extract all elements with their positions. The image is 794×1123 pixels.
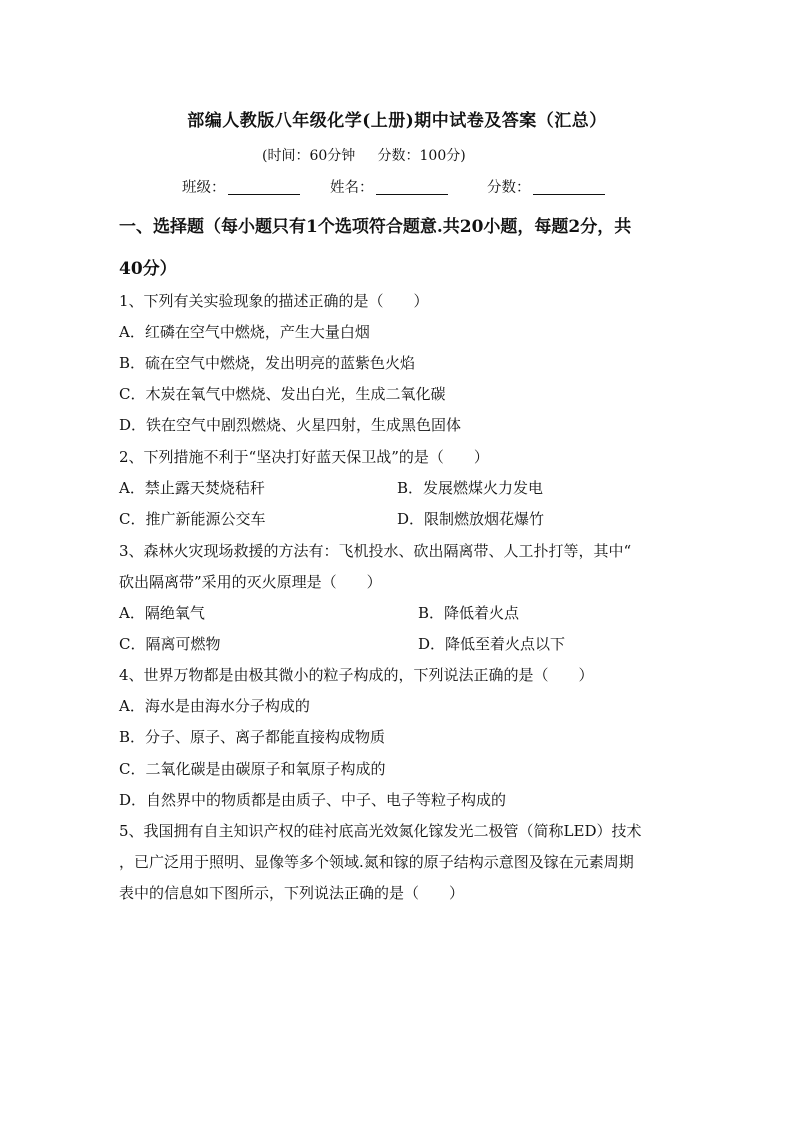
question-2-stem: 2、下列措施不利于“坚决打好蓝天保卫战”的是（ ） [119, 448, 489, 466]
section-heading: 一、选择题（每小题只有1个选项符合题意.共20小题，每题2分，共 [119, 217, 632, 237]
question-5-stem: 5、我国拥有自主知识产权的硅衬底高光效氮化镓发光二极管（简称LED）技术 [119, 822, 642, 840]
question-2-option-d: D．限制燃放烟花爆竹 [397, 510, 545, 528]
question-3-option-b: B．降低着火点 [418, 604, 520, 622]
question-4-option-b: B．分子、原子、离子都能直接构成物质 [119, 728, 386, 746]
question-5-stem-cont2: 表中的信息如下图所示，下列说法正确的是（ ） [119, 884, 465, 902]
question-4-option-d: D．自然界中的物质都是由质子、中子、电子等粒子构成的 [119, 791, 507, 809]
class-label: 班级： [182, 180, 226, 196]
question-4-stem: 4、世界万物都是由极其微小的粒子构成的，下列说法正确的是（ ） [119, 666, 594, 684]
name-blank [376, 180, 448, 195]
question-1-option-a: A．红磷在空气中燃烧，产生大量白烟 [119, 323, 370, 341]
question-1-option-b: B．硫在空气中燃烧，发出明亮的蓝紫色火焰 [119, 354, 416, 372]
page-title: 部编人教版八年级化学(上册)期中试卷及答案（汇总） [187, 111, 607, 131]
question-2-option-a: A．禁止露天焚烧秸秆 [119, 479, 265, 497]
question-3-stem: 3、森林火灾现场救援的方法有：飞机投水、砍出隔离带、人工扑打等，其中“ [119, 542, 632, 560]
question-1-option-c: C．木炭在氧气中燃烧、发出白光，生成二氧化碳 [119, 385, 446, 403]
question-1-stem: 1、下列有关实验现象的描述正确的是（ ） [119, 292, 429, 310]
question-4-option-c: C．二氧化碳是由碳原子和氧原子构成的 [119, 760, 386, 778]
question-2-option-b: B．发展燃煤火力发电 [397, 479, 544, 497]
score-label: 分数： [487, 180, 531, 196]
question-3-stem-cont: 砍出隔离带”采用的灭火原理是（ ） [119, 573, 382, 591]
score-blank [533, 180, 605, 195]
section-heading-cont: 40分） [119, 259, 177, 279]
score-field [487, 176, 605, 197]
question-5-stem-cont: ，已广泛用于照明、显像等多个领域.氮和镓的原子结构示意图及镓在元素周期 [119, 853, 634, 871]
name-label: 姓名： [330, 180, 374, 196]
question-4-option-a: A．海水是由海水分子构成的 [119, 697, 310, 715]
question-2-option-c: C．推广新能源公交车 [119, 510, 266, 528]
class-field [182, 176, 300, 197]
class-blank [228, 180, 300, 195]
question-3-option-c: C．隔离可燃物 [119, 635, 221, 653]
exam-time-score: (时间：60分钟 分数：100分) [262, 148, 466, 164]
question-1-option-d: D．铁在空气中剧烈燃烧、火星四射，生成黑色固体 [119, 416, 462, 434]
question-3-option-d: D．降低至着火点以下 [418, 635, 566, 653]
name-field [330, 176, 448, 197]
question-3-option-a: A．隔绝氧气 [119, 604, 205, 622]
